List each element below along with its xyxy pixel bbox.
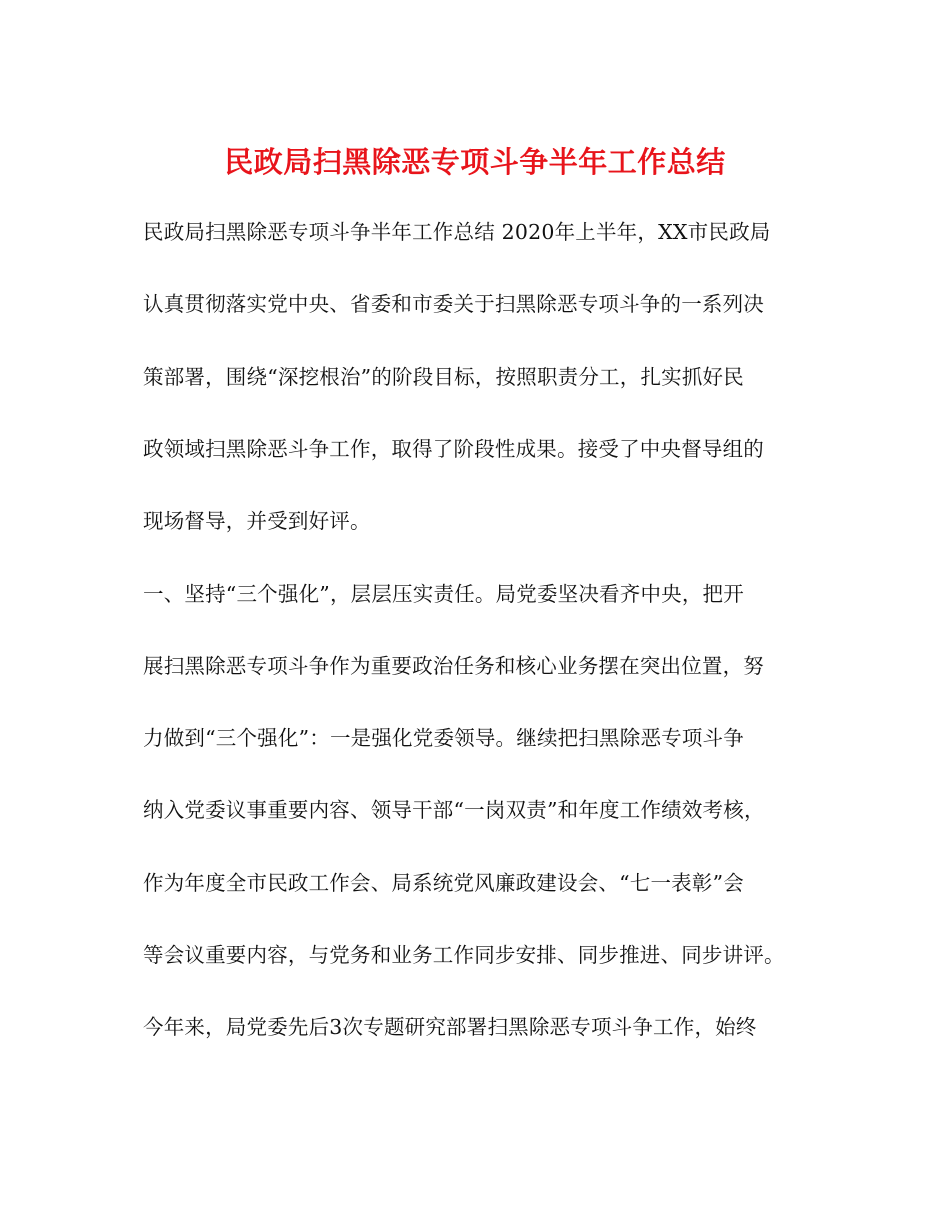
body-line-9: 纳入党委议事重要内容、领导干部“一岗双责”和年度工作绩效考核， xyxy=(143,798,765,823)
body-line-3: 策部署，围绕“深挖根治”的阶段目标，按照职责分工，扎实抓好民 xyxy=(143,364,744,389)
body-line-7: 展扫黑除恶专项斗争作为重要政治任务和核心业务摆在突出位置，努 xyxy=(143,653,764,678)
body-line-4: 政领域扫黑除恶斗争工作，取得了阶段性成果。接受了中央督导组的 xyxy=(143,436,764,461)
body-line-8: 力做到“三个强化”：一是强化党委领导。继续把扫黑除恶专项斗争 xyxy=(143,726,744,751)
body-line-11: 等会议重要内容，与党务和业务工作同步安排、同步推进、同步讲评。 xyxy=(143,943,785,967)
body-line-6: 一、坚持“三个强化”，层层压实责任。局党委坚决看齐中央，把开 xyxy=(143,581,744,606)
body-line-10: 作为年度全市民政工作会、局系统党风廉政建设会、“七一表彰”会 xyxy=(143,870,744,895)
document-body xyxy=(143,0,813,1230)
body-line-12: 今年来，局党委先后3次专题研究部署扫黑除恶专项斗争工作，始终 xyxy=(143,1015,757,1040)
body-line-5: 现场督导，并受到好评。 xyxy=(143,509,371,534)
body-line-1: 民政局扫黑除恶专项斗争半年工作总结 2020年上半年，XX市民政局 xyxy=(143,220,771,244)
body-line-2: 认真贯彻落实党中央、省委和市委关于扫黑除恶专项斗争的一系列决 xyxy=(143,292,764,317)
document-title: 民政局扫黑除恶专项斗争半年工作总结 xyxy=(224,145,726,179)
